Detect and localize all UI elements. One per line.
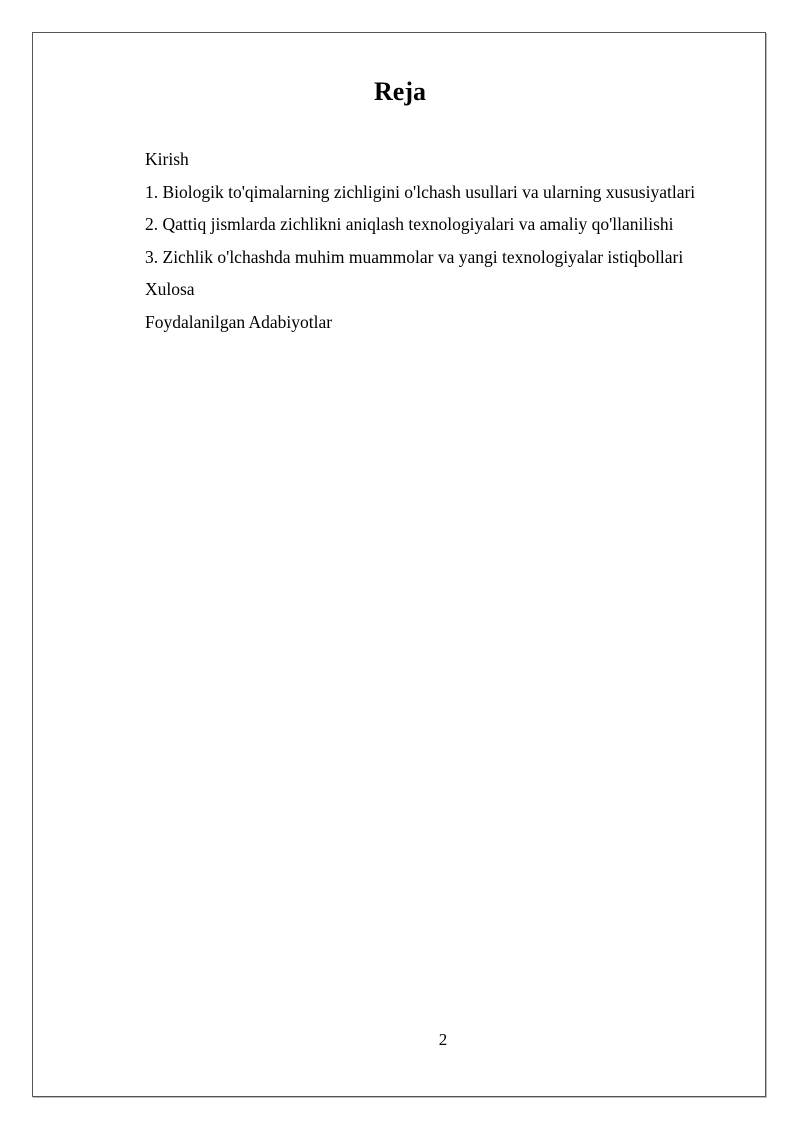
table-of-contents bbox=[145, 143, 695, 338]
toc-item-section-1: 1. Biologik to'qimalarning zichligini o'lchash usullari va ularning xususiyatlari bbox=[145, 181, 696, 202]
toc-item-conclusion: Xulosa bbox=[145, 279, 195, 299]
toc-item-introduction: Kirish bbox=[145, 149, 189, 169]
page-title: Reja bbox=[374, 77, 426, 106]
page-number: 2 bbox=[438, 1030, 448, 1049]
toc-item-section-3: 3. Zichlik o'lchashda muhim muammolar va yangi texnologiyalar istiqbollari bbox=[145, 246, 684, 267]
toc-item-section-2: 2. Qattiq jismlarda zichlikni aniqlash texnologiyalari va amaliy qo'llanilishi bbox=[145, 214, 674, 234]
toc-item-references: Foydalanilgan Adabiyotlar bbox=[145, 311, 333, 332]
